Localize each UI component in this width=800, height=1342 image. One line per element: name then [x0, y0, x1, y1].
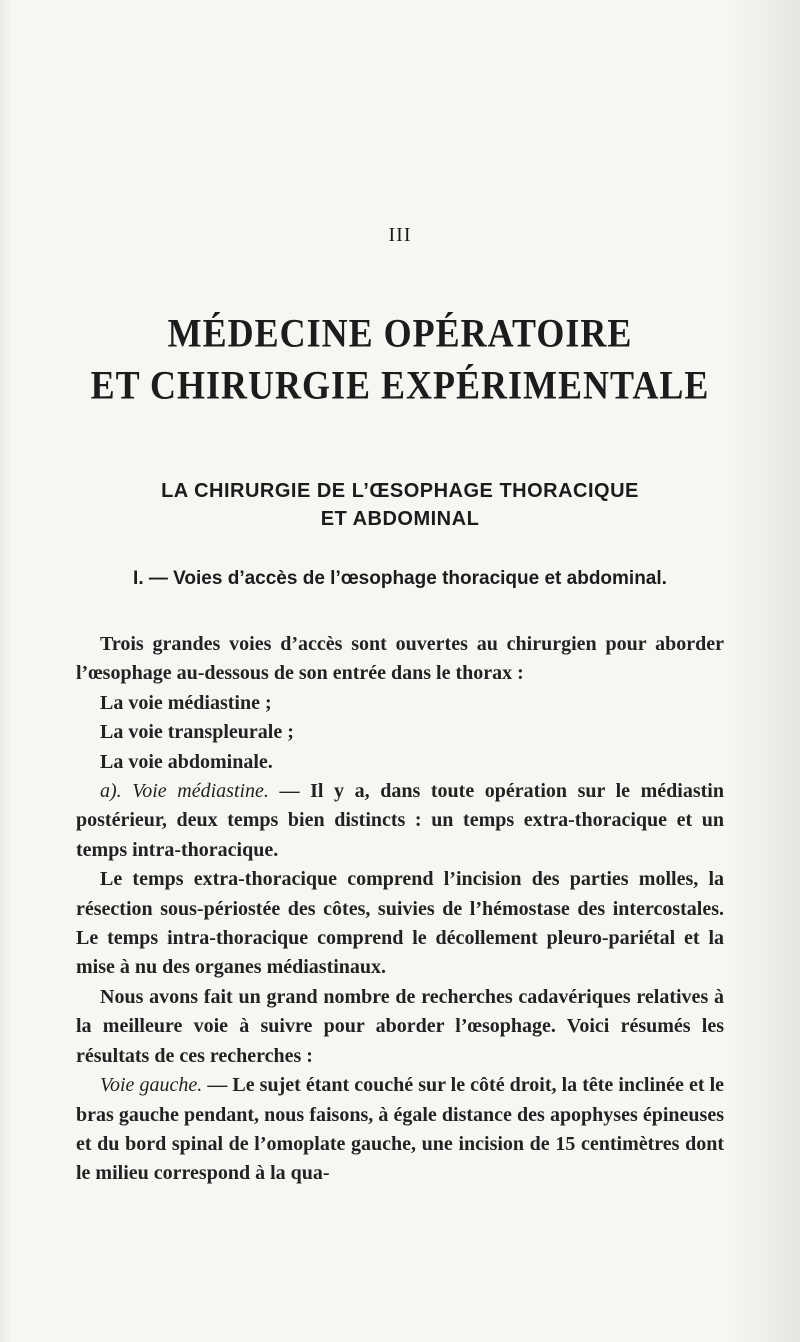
route-item-transpleurale: La voie transpleurale ; — [100, 721, 294, 744]
paragraph-voie-gauche — [76, 1071, 724, 1189]
page-edge-shadow-right — [730, 0, 800, 1342]
subheading: I. — Voies d’accès de l’œsophage thoracique et abdominal. — [133, 568, 667, 589]
paragraph-voie-gauche-text: — Le sujet étant couché sur le côté droit, la tête inclinée et le bras gauche pendant, nous faisons, à égale distance des apophyses épineuses et du bord spinal de l’omoplate gauche, une incision de 15 centimètres dont le milieu correspond à la qua- — [76, 1074, 725, 1185]
run-in-voie-mediastine: a). Voie médiastine. — [100, 780, 269, 803]
paragraph-voie-mediastine-text: — Il y a, dans toute opération sur le médiastin postérieur, deux temps bien distincts : un temps extra-thoracique et un temps intra-thoracique. — [76, 780, 724, 861]
intro-paragraph: Trois grandes voies d’accès sont ouvertes au chirurgien pour aborder l’œsophage au-dessous de son entrée dans le thorax : — [76, 633, 724, 685]
main-title-line-1: MÉDECINE OPÉRATOIRE — [167, 310, 633, 356]
article-title-line-2: ET ABDOMINAL — [320, 508, 480, 530]
section-number: III — [388, 224, 412, 246]
main-title-line-2: ET CHIRURGIE EXPÉRIMENTALE — [90, 362, 710, 408]
paragraph-recherches: Nous avons fait un grand nombre de recherches cadavériques relatives à la meilleure voie à suivre pour aborder l’œsophage. Voici résumés les résultats de ces recherches : — [76, 985, 724, 1067]
route-item-abdominale: La voie abdominale. — [100, 750, 273, 773]
route-item-mediastine: La voie médiastine ; — [100, 691, 272, 714]
article-title-line-1: LA CHIRURGIE DE L’ŒSOPHAGE THORACIQUE — [161, 480, 639, 502]
paragraph-voie-mediastine — [76, 777, 724, 865]
run-in-voie-gauche: Voie gauche. — [100, 1074, 203, 1097]
page-edge-shadow-left — [0, 0, 12, 1342]
paragraph-temps-extra-thoracique: Le temps extra-thoracique comprend l’incision des parties molles, la résection sous-périostée des côtes, suivies de l’hémostase des intercostales. Le temps intra-thoracique comprend le décollement pleuro-pariétal et la mise à nu des organes médiastinaux. — [76, 868, 724, 979]
body-text — [76, 630, 724, 1189]
